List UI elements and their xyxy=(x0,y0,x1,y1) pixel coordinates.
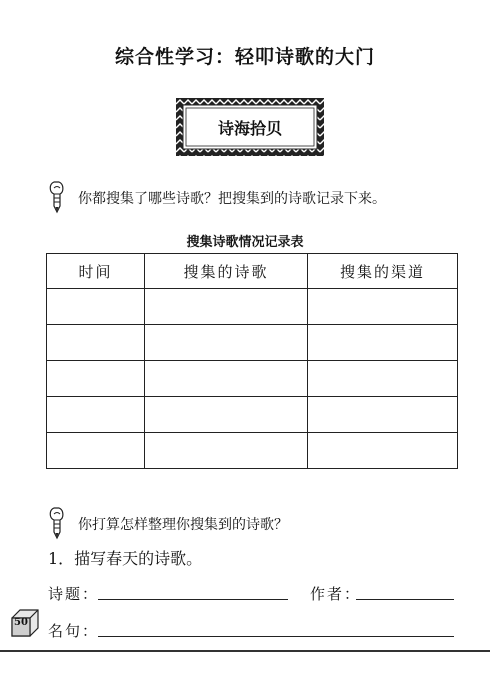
pencil-icon xyxy=(46,180,68,214)
table-cell[interactable] xyxy=(145,433,308,469)
famous-line-label: 名句： xyxy=(48,622,100,640)
subheading-spring-poems: 1．描写春天的诗歌。 xyxy=(48,549,203,568)
author-label: 作者： xyxy=(310,585,362,603)
table-row xyxy=(47,397,458,433)
header-time: 时间 xyxy=(47,254,145,289)
question-organize-poems: 你打算怎样整理你搜集到的诗歌？ xyxy=(78,517,288,533)
table-row xyxy=(47,289,458,325)
table-cell[interactable] xyxy=(145,289,308,325)
table-cell[interactable] xyxy=(308,433,458,469)
table-cell[interactable] xyxy=(47,325,145,361)
page-number: 50 xyxy=(14,617,28,628)
table-cell[interactable] xyxy=(145,397,308,433)
table-cell[interactable] xyxy=(47,397,145,433)
table-row xyxy=(47,433,458,469)
bottom-rule xyxy=(0,650,490,652)
page-title: 综合性学习：轻叩诗歌的大门 xyxy=(114,46,375,68)
pencil-icon xyxy=(46,506,68,540)
table-cell[interactable] xyxy=(308,397,458,433)
poem-title-blank[interactable] xyxy=(98,599,288,600)
header-source: 搜集的渠道 xyxy=(308,254,458,289)
table-cell[interactable] xyxy=(145,325,308,361)
header-poems: 搜集的诗歌 xyxy=(145,254,308,289)
section-banner xyxy=(176,98,324,156)
table-cell[interactable] xyxy=(47,289,145,325)
table-title: 搜集诗歌情况记录表 xyxy=(186,235,304,250)
poem-record-table xyxy=(46,253,458,469)
table-cell[interactable] xyxy=(47,433,145,469)
section-banner-label: 诗海拾贝 xyxy=(217,119,282,138)
question-collected-poems: 你都搜集了哪些诗歌？把搜集到的诗歌记录下来。 xyxy=(78,191,386,207)
famous-line-blank[interactable] xyxy=(98,636,454,637)
table-header-row xyxy=(47,254,458,289)
table-row xyxy=(47,325,458,361)
table-cell[interactable] xyxy=(145,361,308,397)
table-row xyxy=(47,361,458,397)
author-blank[interactable] xyxy=(356,599,454,600)
table-cell[interactable] xyxy=(308,325,458,361)
table-cell[interactable] xyxy=(308,361,458,397)
poem-title-label: 诗题： xyxy=(48,585,100,603)
table-cell[interactable] xyxy=(308,289,458,325)
table-cell[interactable] xyxy=(47,361,145,397)
